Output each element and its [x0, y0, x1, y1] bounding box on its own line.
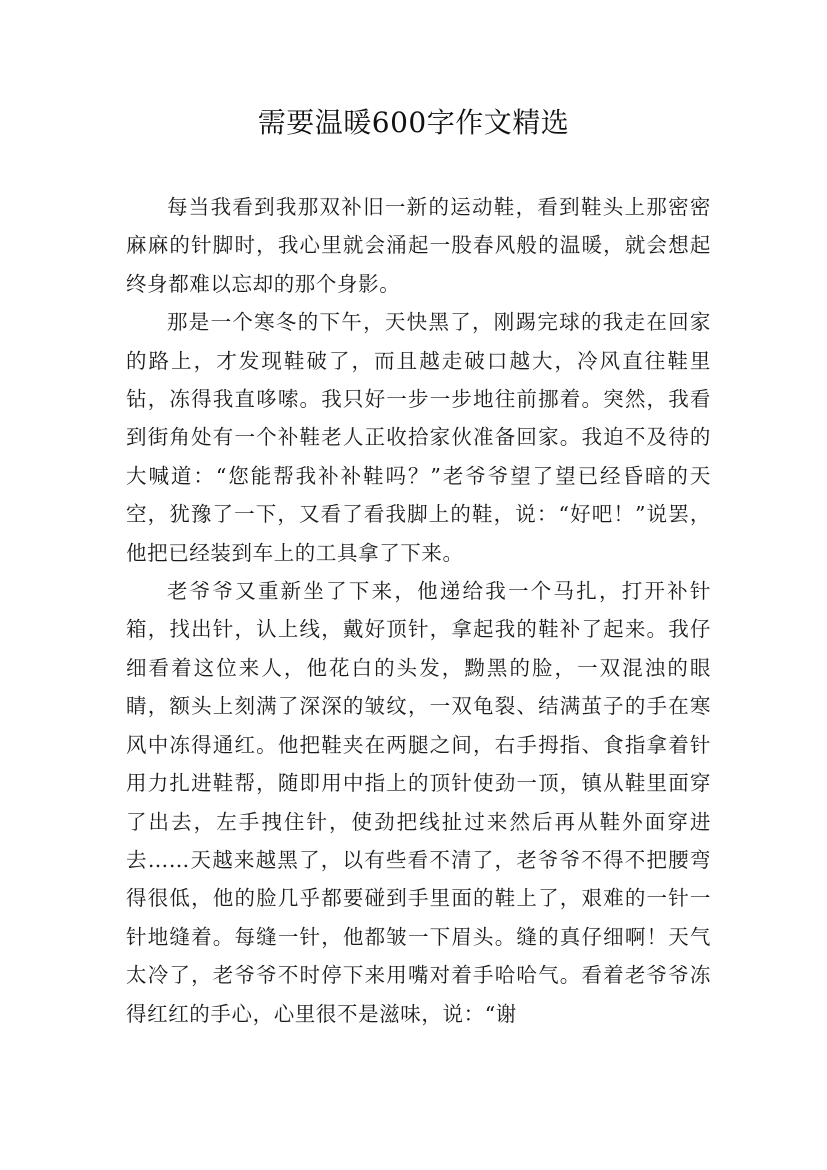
paragraph: 每当我看到我那双补旧一新的运动鞋，看到鞋头上那密密麻麻的针脚时，我心里就会涌起一股春风般的温暖，就会想起终身都难以忘却的那个身影。: [126, 195, 711, 296]
document-title: 需要温暖600字作文精选: [257, 106, 570, 139]
paragraph: 那是一个寒冬的下午，天快黑了，刚踢完球的我走在回家的路上，才发现鞋破了，而且越走破口越大，冷风直往鞋里钻，冻得我直哆嗦。我只好一步一步地往前挪着。突然，我看到街角处有一个补鞋老人正收拾家伙准备回家。我迫不及待的大喊道：“您能帮我补补鞋吗？”老爷爷望了望已经昏暗的天空，犹豫了一下，又看了看我脚上的鞋，说：“好吧！”说罢，他把已经装到车上的工具拿了下来。: [126, 310, 711, 565]
document-body: [126, 188, 711, 1033]
paragraph: 老爷爷又重新坐了下来，他递给我一个马扎，打开补针箱，找出针，认上线，戴好顶针，拿起我的鞋补了起来。我仔细看着这位来人，他花白的头发，黝黑的脸，一双混浊的眼睛，额头上刻满了深深的皱纹，一双龟裂、结满茧子的手在寒风中冻得通红。他把鞋夹在两腿之间，右手拇指、食指拿着针用力扎进鞋帮，随即用中指上的顶针使劲一顶，镇从鞋里面穿了出去，左手拽住针，使劲把线扯过来然后再从鞋外面穿进去……天越来越黑了，以有些看不清了，老爷爷不得不把腰弯得很低，他的脸几乎都要碰到手里面的鞋上了，艰难的一针一针地缝着。每缝一针，他都皱一下眉头。缝的真仔细啊！天气太冷了，老爷爷不时停下来用嘴对着手哈哈气。看着老爷爷冻得红红的手心，心里很不是滋味，说：“谢: [126, 579, 711, 1026]
